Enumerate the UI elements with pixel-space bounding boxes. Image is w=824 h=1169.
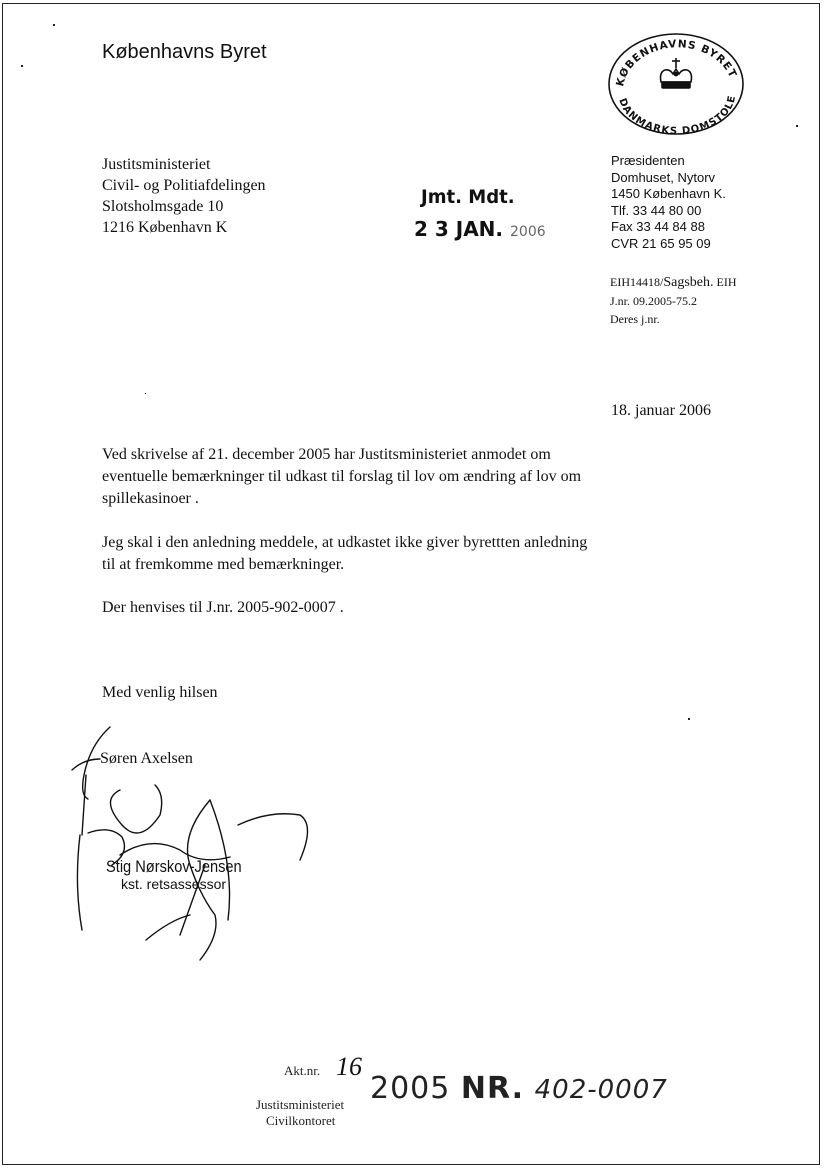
p1-line-2: eventuelle bemærkninger til udkast til forslag til lov om ændring af lov om — [102, 468, 582, 485]
scan-speck — [145, 393, 146, 394]
body-paragraph-3: Der henvises til J.nr. 2005-902-0007 . — [102, 599, 344, 616]
ref-your-ref: Deres j.nr. — [610, 312, 660, 326]
received-stamp-label: Jmt. Mdt. — [421, 186, 515, 208]
ref-jnr: J.nr. 09.2005-75.2 — [610, 294, 697, 308]
p1-line-1: Ved skrivelse af 21. december 2005 har Justitsministeriet anmodet om — [102, 446, 551, 463]
registration-number — [370, 1071, 668, 1106]
p1-line-3: spillekasinoer . — [102, 490, 199, 507]
caseworker-line — [610, 273, 737, 292]
reg-label: NR. — [460, 1071, 525, 1106]
akt-label: Akt.nr. — [284, 1063, 321, 1078]
sender-address-1: Domhuset, Nytorv — [611, 169, 716, 185]
recipient-line-2: Civil- og Politiafdelingen — [102, 177, 266, 194]
crown-icon — [661, 58, 692, 88]
scan-speck — [688, 718, 690, 720]
sender-cvr: CVR 21 65 95 09 — [611, 235, 711, 251]
scan-speck — [796, 125, 798, 127]
stamp-year: 2006 — [510, 224, 546, 240]
court-name: Københavns Byret — [102, 41, 267, 63]
office-line-2: Civilkontoret — [266, 1113, 336, 1128]
signer-2-name: Stig Nørskov-Jensen — [106, 857, 242, 876]
recipient-address — [102, 154, 266, 238]
reference-block — [610, 273, 737, 328]
signer-2-title: kst. retsassessor — [121, 876, 227, 892]
reg-year: 2005 — [370, 1071, 451, 1106]
sender-fax: Fax 33 44 84 88 — [611, 219, 705, 235]
sender-phone: Tlf. 33 44 80 00 — [611, 202, 702, 218]
svg-text:DANMARKS DOMSTOLE — [616, 94, 738, 136]
p2-line-1: Jeg skal i den anledning meddele, at udkastet ikke giver byrettten anledning — [102, 534, 588, 551]
ref-initials-suffix: EIH — [716, 275, 737, 289]
stamp-month: JAN. — [455, 217, 504, 241]
closing-greeting: Med venlig hilsen — [102, 684, 218, 701]
ref-caseworker: Sagsbeh. — [663, 275, 714, 290]
office-line-1: Justitsministeriet — [256, 1097, 345, 1112]
seal-top-text: KØBENHAVNS BYRET — [614, 38, 739, 88]
ref-initials-prefix: EIH14418/ — [610, 275, 664, 289]
scan-speck — [21, 65, 23, 67]
recipient-line-4: 1216 København K — [102, 219, 228, 236]
letter-date: 18. januar 2006 — [611, 402, 711, 419]
seal-bottom-text: DANMARKS DOMSTOLE — [616, 94, 739, 136]
recipient-line-1: Justitsministeriet — [102, 156, 211, 173]
p2-line-2: til at fremkomme med bemærkninger. — [102, 556, 345, 573]
scan-speck — [53, 24, 55, 26]
akt-number: 16 — [336, 1052, 362, 1081]
recipient-line-3: Slotsholmsgade 10 — [102, 198, 224, 215]
received-stamp-date — [414, 217, 546, 241]
signer-1-name: Søren Axelsen — [100, 750, 193, 767]
reg-number: 402-0007 — [534, 1075, 668, 1105]
body-paragraph-1 — [102, 444, 581, 510]
sender-title: Præsidenten — [611, 153, 685, 168]
court-seal — [607, 32, 745, 136]
sender-address-2: 1450 København K. — [611, 186, 726, 202]
body-paragraph-2 — [102, 532, 587, 576]
sender-block — [611, 153, 726, 253]
stamp-day: 2 3 — [414, 217, 449, 241]
